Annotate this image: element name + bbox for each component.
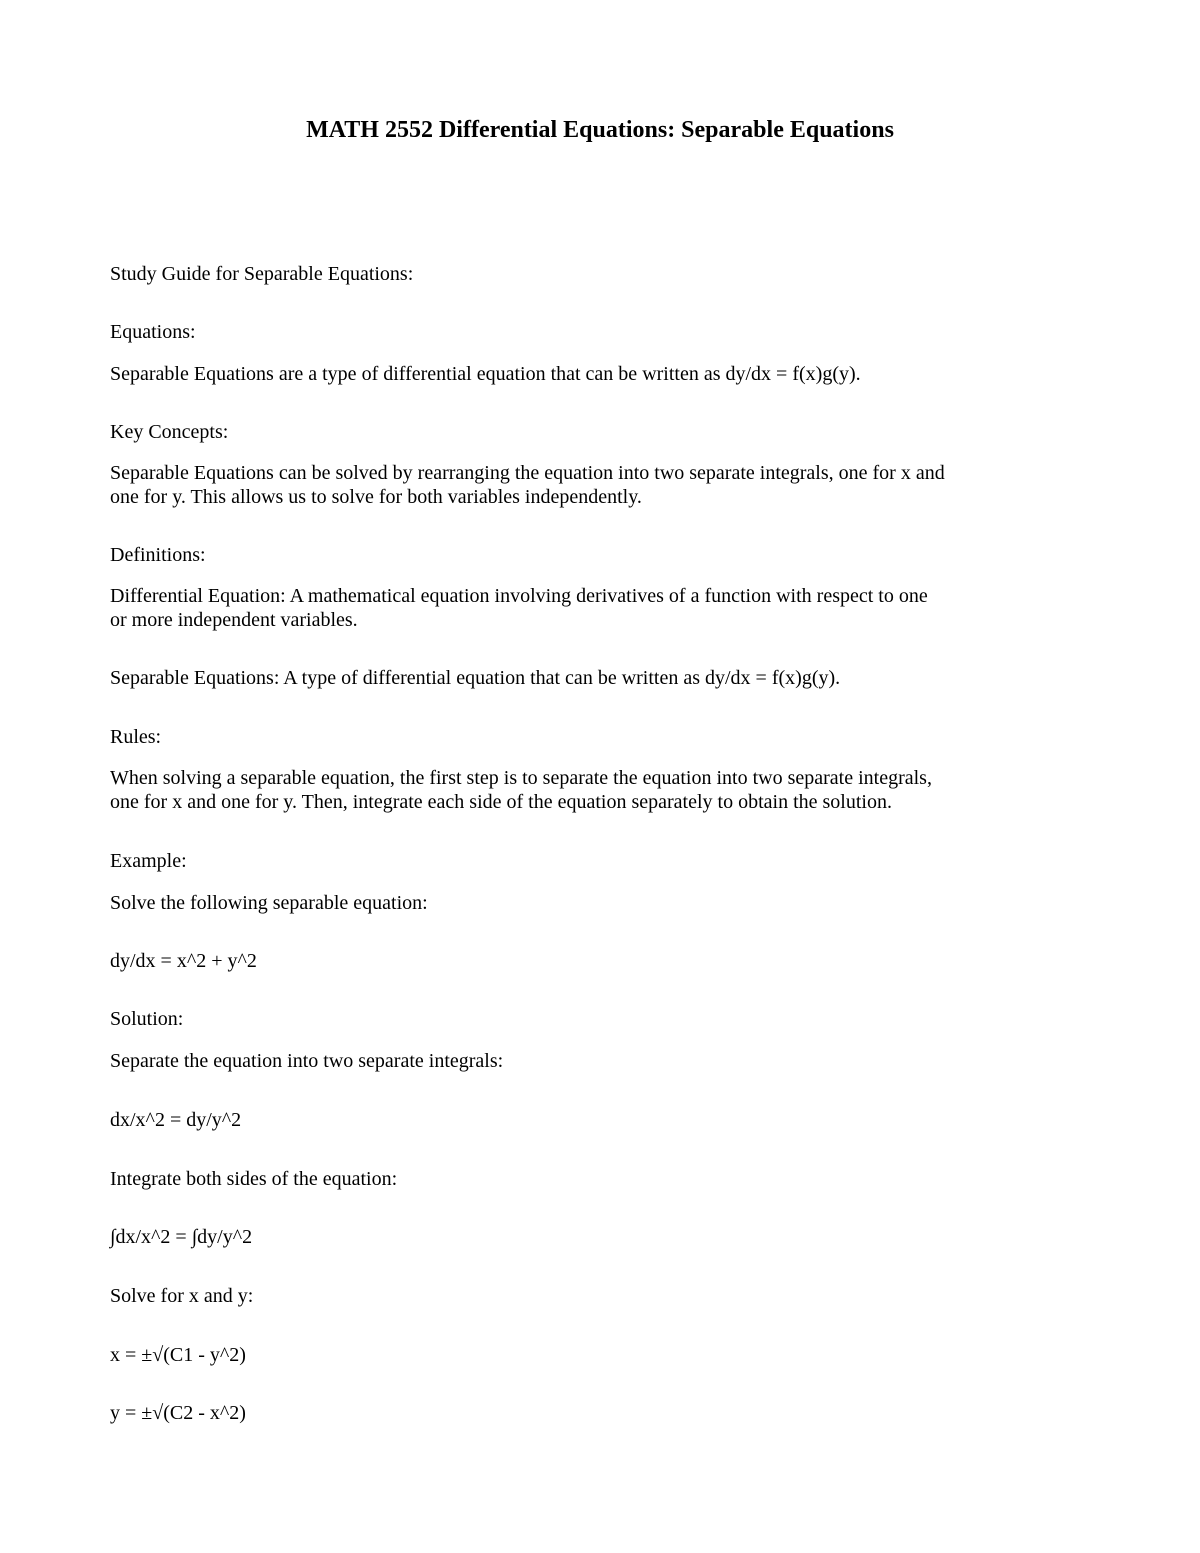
solution-result-y: y = ±√(C2 - x^2) xyxy=(110,1402,246,1424)
page-title: MATH 2552 Differential Equations: Separable Equations xyxy=(306,117,894,143)
definition-separable-equations: Separable Equations: A type of differential equation that can be written as dy/dx = f(x)g(y). xyxy=(110,667,841,689)
example-prompt: Solve the following separable equation: xyxy=(110,892,428,914)
rules-paragraph xyxy=(110,766,1100,814)
rules-heading: Rules: xyxy=(110,726,162,748)
equations-text: Separable Equations are a type of differential equation that can be written as dy/dx = f(x)g(y). xyxy=(110,363,861,385)
solution-heading: Solution: xyxy=(110,1008,184,1030)
example-equation: dy/dx = x^2 + y^2 xyxy=(110,950,257,972)
rules-line: When solving a separable equation, the first step is to separate the equation into two separate integrals, xyxy=(110,767,932,789)
rules-line: one for x and one for y. Then, integrate each side of the equation separately to obtain the solution. xyxy=(110,791,892,813)
key-concepts-line: one for y. This allows us to solve for both variables independently. xyxy=(110,486,642,508)
definition-differential-equation xyxy=(110,584,1100,632)
study-guide-heading: Study Guide for Separable Equations: xyxy=(110,263,414,285)
definition-line: or more independent variables. xyxy=(110,609,358,631)
solution-step-2: Integrate both sides of the equation: xyxy=(110,1168,398,1190)
example-heading: Example: xyxy=(110,850,187,872)
key-concepts-paragraph xyxy=(110,461,1100,509)
solution-equation-2: ∫dx/x^2 = ∫dy/y^2 xyxy=(110,1226,253,1248)
definition-line: Differential Equation: A mathematical equation involving derivatives of a function with respect to one xyxy=(110,585,928,607)
definitions-heading: Definitions: xyxy=(110,544,206,566)
equations-heading: Equations: xyxy=(110,321,196,343)
solution-step-3: Solve for x and y: xyxy=(110,1285,254,1307)
key-concepts-line: Separable Equations can be solved by rearranging the equation into two separate integrals, one for x and xyxy=(110,462,945,484)
key-concepts-heading: Key Concepts: xyxy=(110,421,229,443)
solution-step-1: Separate the equation into two separate integrals: xyxy=(110,1050,504,1072)
solution-equation-1: dx/x^2 = dy/y^2 xyxy=(110,1109,242,1131)
solution-result-x: x = ±√(C1 - y^2) xyxy=(110,1344,246,1366)
